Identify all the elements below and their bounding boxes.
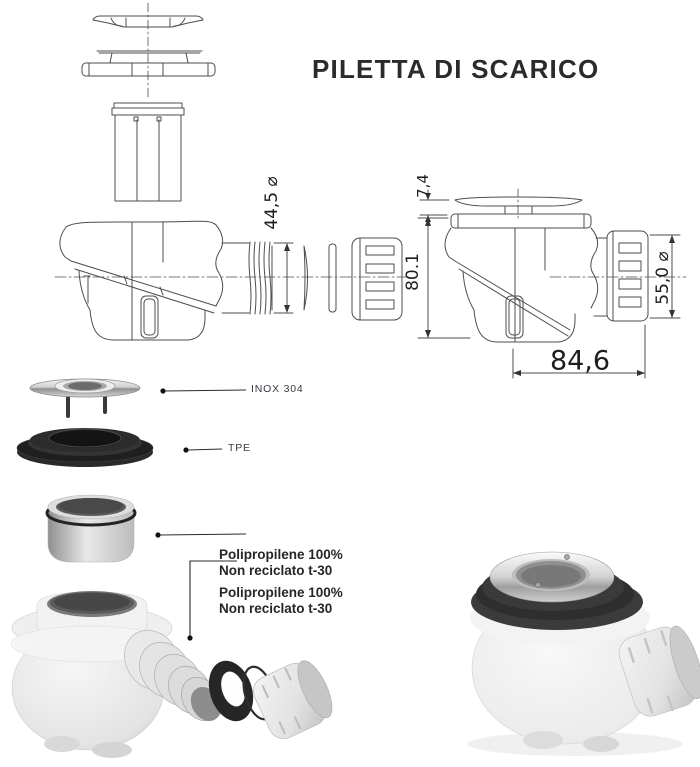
render-nut-exploded [248,654,339,743]
dimension-80-1 [418,218,470,338]
dimension-label-nut-diameter: 55,0 ⌀ [653,251,673,305]
render-inox-flange [30,379,140,418]
leader-tpe [183,447,222,452]
nut-assembled-drawing [607,231,648,321]
gasket-plate-drawing [82,51,215,76]
material-label-inox: INOX 304 [251,383,304,395]
cylinder-body-drawing [112,103,184,201]
dimension-label-outlet-diameter: 44,5 ⌀ [262,176,282,230]
material-label-cup-line1: Polipropilene 100% [219,547,343,562]
material-label-body [219,585,343,617]
dimension-44-5 [274,243,293,313]
render-cup [47,495,135,562]
material-label-cup-line2: Non reciclato t-30 [219,563,333,578]
dome-washer-drawing [304,246,308,310]
render-chrome-flange [490,552,614,602]
threaded-outlet-drawing [222,242,272,314]
material-label-body-line1: Polipropilene 100% [219,585,343,600]
material-label-cup [219,547,343,579]
leader-cup [155,532,246,537]
material-label-tpe: TPE [228,442,251,454]
screw-icon [536,583,541,588]
dimension-label-total-length: 84,6 [549,345,611,377]
screw-icon [565,555,570,560]
leader-inox [160,388,246,393]
nut-drawing [352,238,402,320]
render-assembled-product [467,552,700,756]
cap-plate-drawing [455,197,582,214]
body-assembled-drawing [445,214,607,342]
side-view-exploded-drawing [55,221,406,340]
page-title: PILETTA DI SCARICO [312,54,600,84]
dimension-label-body-height: 80.1 [403,253,423,291]
material-label-body-line2: Non reciclato t-30 [219,601,333,616]
render-tpe-gasket [17,428,153,467]
flat-washer-drawing [329,244,336,312]
dimension-label-cap-height: 7,4 [414,174,432,198]
exploded-top-drawing [82,3,215,201]
trap-body-drawing [60,221,223,340]
